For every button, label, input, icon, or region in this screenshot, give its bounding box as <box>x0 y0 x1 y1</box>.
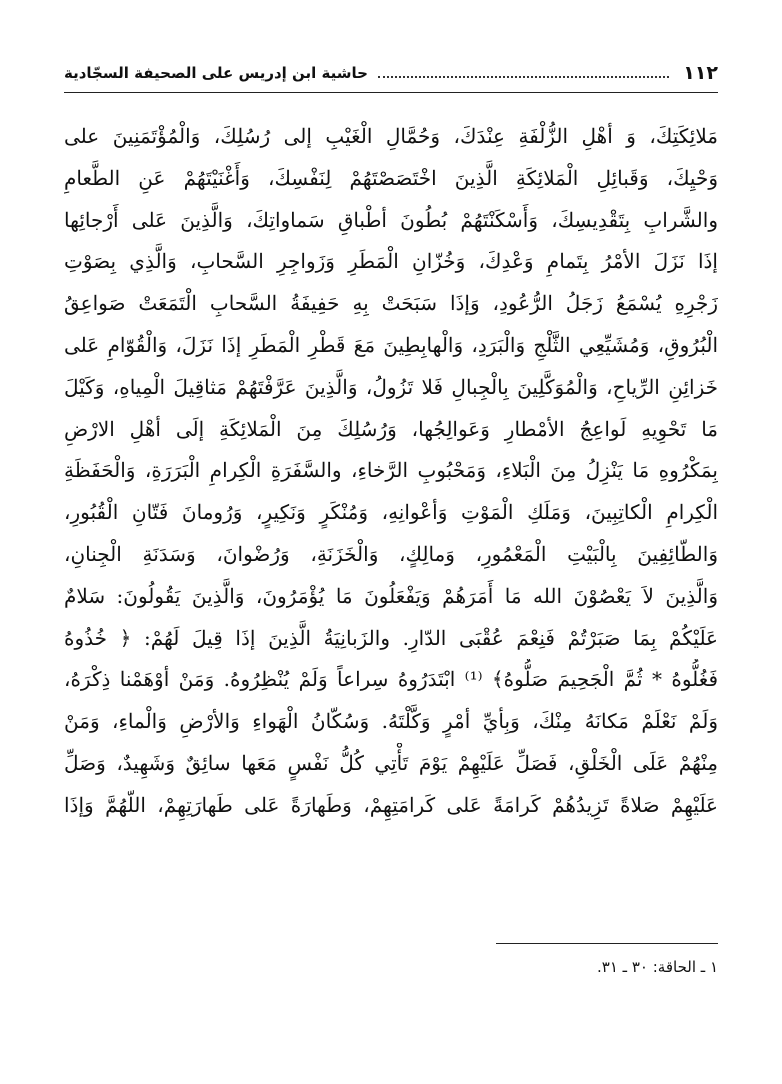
footnote: ١ ـ الحاقة: ٣٠ ـ ٣١. <box>597 958 718 976</box>
text-line: وَالطّائِفِينَ بِالْبَيْتِ الْمَعْمُورِ، وَمالِكٍ، وَالْخَزَنَةِ، وَرُضْوانَ، وَسَدَنَةِ الْجِنانِ، <box>64 541 718 566</box>
text-line: عَلَيْكُمْ بِمَا صَبَرْتُمْ فَنِعْمَ عُقْبَى الدّارِ. والزَبانِيَةُ الَّذِينَ إذَا قِيلَ لَهُمْ: ﴿ خُذُوهُ <box>64 625 718 650</box>
running-title: حاشية ابن إدريس على الصحيفة السجّادية <box>64 64 368 82</box>
header-rule <box>64 92 718 93</box>
text-line: الْبُرُوقِ، وَمُشَيِّعِي الثَّلْجِ وَالْبَرَدِ، وَالْهابِطِينَ مَعَ قَطْرِ الْمَطَرِ إذَا نَزَلَ، وَالْقُوّامِ عَلى <box>64 332 718 357</box>
text-line: مَلائِكَتِكَ، وَ أهْلِ الزُّلْفَةِ عِنْدَكَ، وَحُمَّالِ الْغَيْبِ إلى رُسُلِكَ، وَالْمُؤْتَمَنِينَ على <box>64 124 718 148</box>
header-dotted-leader <box>378 76 669 78</box>
text-line: والشَّرابِ بِتَقْدِيسِكَ، وَأَسْكَنْتَهُمْ بُطُونَ أطْباقِ سَماواتِكَ، وَالَّذِينَ عَلى أَرْجائِها <box>64 207 718 232</box>
page-header <box>64 58 718 88</box>
text-line: زَجْرِهِ يُسْمَعُ زَجَلُ الرُّعُودِ، وَإذَا سَبَحَتْ بِهِ حَفِيفَةُ السَّحابِ الْتَمَعَتْ صَواعِقُ <box>64 291 718 316</box>
text-line: خَزائِنِ الرِّياحِ، وَالْمُوَكَّلِينَ بِالْجِبالِ فَلا تَزُولُ، وَالَّذِينَ عَرَّفْتَهُمْ مَثاقِيلَ الْمِياهِ، وَكَيْلَ <box>64 374 718 399</box>
text-line: وَحْيِكَ، وَقَبائِلِ الْمَلائِكَةِ الَّذِينَ اخْتَصَصْتَهُمْ لِنَفْسِكَ، وَأَغْنَيْتَهُمْ عَنِ الطَّعامِ <box>64 165 718 190</box>
body-text <box>64 116 718 827</box>
text-line: عَلَيْهِمْ صَلاةً تَزِيدُهُمْ كَرامَةً عَلى كَرامَتِهِمْ، وَطَهارَةً عَلى طَهارَتِهِمْ، اللّهُمَّ وَإذَا <box>64 792 718 817</box>
text-line: فَغُلُّوهُ * ثُمَّ الْجَحِيمَ صَلُّوهُ﴾ ⁽¹⁾ ابْتَدَرُوهُ سِراعاً وَلَمْ يُنْظِرُوهُ. وَمَنْ أوْهَمْنا ذِكْرَهُ، <box>64 667 718 692</box>
text-line: وَلَمْ نَعْلَمْ مَكانَهُ مِنْكَ، وَبِأيِّ أمْرٍ وَكَّلْتَهُ. وَسُكّانُ الْهَواءِ وَالأرْضِ وَالْماءِ، وَمَنْ <box>64 709 718 734</box>
text-line: وَالَّذِينَ لاَ يَعْصُوْنَ الله مَا أَمَرَهُمْ وَيَفْعَلُونَ مَا يُؤْمَرُونَ، وَالَّذِينَ يَقُولُونَ: سَلامٌ <box>64 583 718 608</box>
page-number: ١١٢ <box>683 62 718 84</box>
text-line: إذَا نَزَلَ الأمْرُ بِتَمامِ وَعْدِكَ، وَخُزّانِ الْمَطَرِ وَزَواجِرِ السَّحابِ، وَالَّذِي بِصَوْتِ <box>64 249 718 274</box>
text-line: مِنْهُمْ عَلَى الْخَلْقِ، فَصَلِّ عَلَيْهِمْ يَوْمَ تَأْتِي كُلُّ نَفْسٍ مَعَها سائِقٌ وَشَهِيدٌ، وَصَلِّ <box>64 750 718 775</box>
text-line: الْكِرامِ الْكاتِبِينَ، وَمَلَكِ الْمَوْتِ وَأعْوانِهِ، وَمُنْكَرٍ وَنَكِيرٍ، وَرُومانَ فَتّانِ الْقُبُورِ، <box>64 500 718 525</box>
footnote-separator <box>496 943 718 944</box>
text-line: بِمَكْرُوهِ مَا يَنْزِلُ مِنَ الْبَلاءِ، وَمَحْبُوبِ الرَّخاءِ، والسَّفَرَةِ الْكِرامِ الْبَرَرَةِ، وَالْحَفَظَةِ <box>64 458 718 483</box>
text-line: مَا تَحْوِيهِ لَواعِجُ الأمْطارِ وَعَوالِجُها، وَرُسُلِكَ مِنَ الْمَلائِكَةِ إلَى أهْلِ الارْضِ <box>64 416 718 441</box>
